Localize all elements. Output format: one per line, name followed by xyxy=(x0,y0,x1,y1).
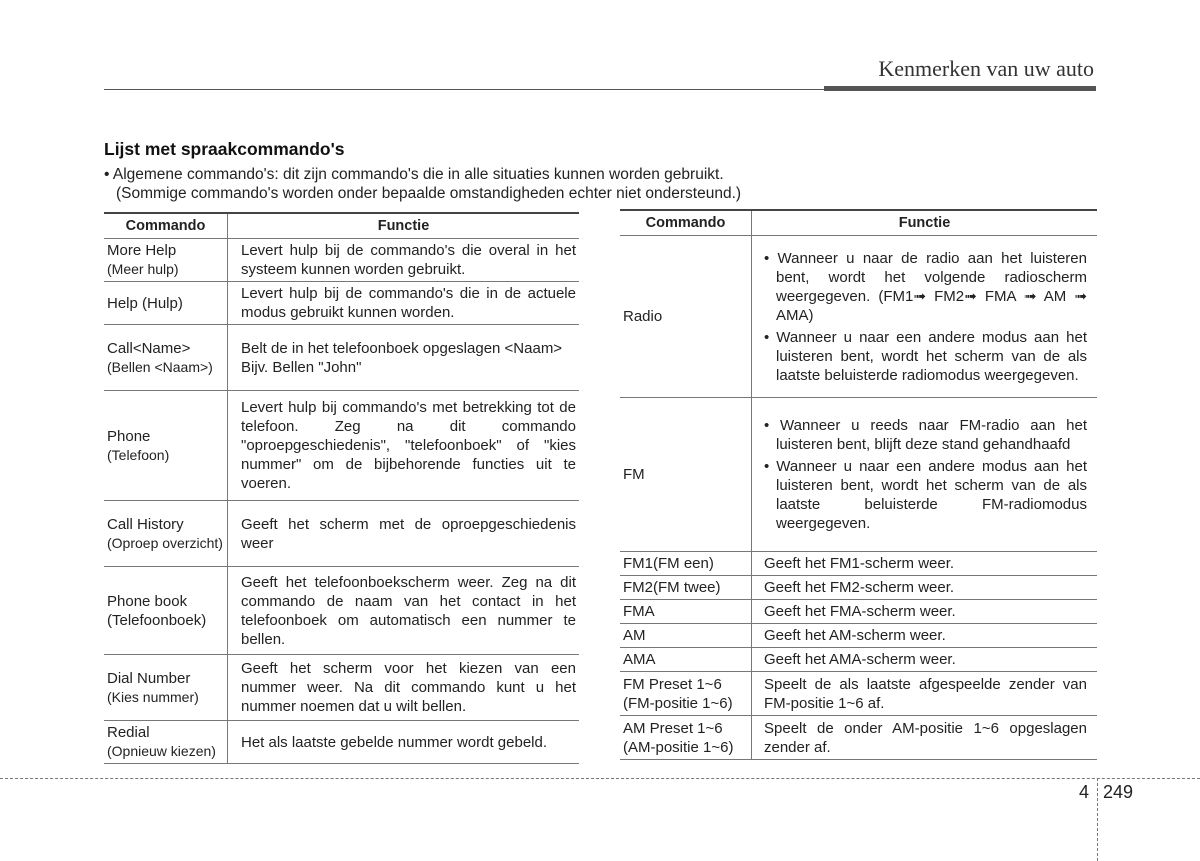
table-row xyxy=(620,716,1097,760)
table-row xyxy=(620,672,1097,716)
command-cell: Radio xyxy=(620,236,752,398)
column-header-command: Commando xyxy=(104,213,228,239)
command-name: Dial Number xyxy=(107,669,191,687)
command-cell xyxy=(104,239,228,282)
function-bullet: • Wanneer u naar een andere modus aan het luisteren bent, wordt het scherm van de als laatste beluisterde radiomodus weergegeven. xyxy=(764,328,1087,384)
command-translation: (Opnieuw kiezen) xyxy=(107,743,216,759)
table-row xyxy=(104,325,579,391)
command-translation: (Telefoonboek) xyxy=(107,611,207,629)
command-cell: AMA xyxy=(620,648,752,672)
function-text: Belt de in het telefoonboek opgeslagen <Naam> xyxy=(241,339,563,357)
table-row xyxy=(620,576,1097,600)
table-row xyxy=(620,648,1097,672)
table-header-row xyxy=(620,210,1097,236)
function-cell: Geeft het FM1-scherm weer. xyxy=(752,552,1098,576)
table-row xyxy=(104,721,579,764)
table-row xyxy=(104,655,579,721)
command-translation: (Bellen <Naam>) xyxy=(107,358,213,375)
function-cell: Geeft het telefoonboekscherm weer. Zeg na dit commando de naam van het contact in het telefoonboek om automatisch een nummer te bellen. xyxy=(228,567,580,655)
general-commands-table xyxy=(104,212,579,764)
command-name: Phone xyxy=(107,427,151,445)
command-cell xyxy=(620,716,752,760)
command-name: Phone book xyxy=(107,592,188,610)
command-cell xyxy=(104,655,228,721)
command-name: More Help xyxy=(107,242,177,259)
function-cell: Speelt de onder AM-positie 1~6 opgeslagen zender af. xyxy=(752,716,1098,760)
column-header-function: Functie xyxy=(752,210,1098,236)
function-example: Bijv. Bellen "John" xyxy=(241,358,362,376)
section-number: 4 xyxy=(1079,782,1090,802)
section-intro xyxy=(104,165,741,203)
command-cell: FM2(FM twee) xyxy=(620,576,752,600)
table-row xyxy=(104,501,579,567)
command-name: Call History xyxy=(107,515,184,533)
intro-line-1: • Algemene commando's: dit zijn commando's die in alle situaties kunnen worden gebruikt. xyxy=(104,166,724,183)
column-header-function: Functie xyxy=(228,213,580,239)
table-row xyxy=(620,236,1097,398)
header-rule-accent xyxy=(824,86,1096,91)
command-name: Call<Name> xyxy=(107,339,191,357)
command-cell xyxy=(104,567,228,655)
function-cell: Levert hulp bij de commando's die in de actuele modus gebruikt kunnen worden. xyxy=(228,282,580,325)
table-header-row xyxy=(104,213,579,239)
table-row xyxy=(104,239,579,282)
command-name: Help (Hulp) xyxy=(107,294,183,312)
command-name: AM Preset 1~6 xyxy=(623,719,723,737)
function-bullet: • Wanneer u naar de radio aan het luisteren bent, wordt het volgende radioscherm weergegeven. (FM1➟ FM2➟ FMA ➟ AM ➟ AMA) xyxy=(764,249,1087,324)
function-cell: Levert hulp bij de commando's die overal in het systeem kunnen worden gebruikt. xyxy=(228,239,580,282)
command-cell xyxy=(620,672,752,716)
function-cell: Geeft het scherm met de oproepgeschiedenis weer xyxy=(228,501,580,567)
table-row xyxy=(620,398,1097,552)
function-cell: Het als laatste gebelde nummer wordt gebeld. xyxy=(228,721,580,764)
command-cell: FM1(FM een) xyxy=(620,552,752,576)
function-cell: Geeft het AM-scherm weer. xyxy=(752,624,1098,648)
command-cell: FMA xyxy=(620,600,752,624)
function-cell: Levert hulp bij commando's met betrekking tot de telefoon. Zeg na dit commando "oproepgeschiedenis", "telefoonboek" of "kies nummer" om de bijbehorende functies uit te voeren. xyxy=(228,391,580,501)
command-cell xyxy=(104,501,228,567)
table-row xyxy=(620,600,1097,624)
table-row xyxy=(104,567,579,655)
function-cell: Geeft het scherm voor het kiezen van een nummer weer. Na dit commando kunt u het nummer noemen dat u wilt bellen. xyxy=(228,655,580,721)
chapter-title: Kenmerken van uw auto xyxy=(878,56,1094,81)
function-cell: Geeft het FM2-scherm weer. xyxy=(752,576,1098,600)
command-translation: (AM-positie 1~6) xyxy=(623,738,734,756)
command-cell xyxy=(104,282,228,325)
section-title: Lijst met spraakcommando's xyxy=(104,139,345,159)
table-row xyxy=(104,391,579,501)
command-cell xyxy=(104,721,228,764)
column-header-command: Commando xyxy=(620,210,752,236)
command-cell: AM xyxy=(620,624,752,648)
function-bullet: • Wanneer u naar een andere modus aan het luisteren bent, wordt het scherm van de als laatste beluisterde FM-radiomodus weergegeven. xyxy=(764,458,1087,532)
command-translation: (FM-positie 1~6) xyxy=(623,694,733,712)
function-bullet: • Wanneer u reeds naar FM-radio aan het luisteren bent, blijft deze stand gehandhaafd xyxy=(764,417,1087,453)
function-cell: Speelt de als laatste afgespeelde zender van FM-positie 1~6 af. xyxy=(752,672,1098,716)
radio-commands-table xyxy=(620,209,1097,760)
table-row xyxy=(620,624,1097,648)
table-row xyxy=(104,282,579,325)
function-cell: Geeft het FMA-scherm weer. xyxy=(752,600,1098,624)
command-translation: (Telefoon) xyxy=(107,446,170,463)
command-name: Redial xyxy=(107,724,150,741)
table-row xyxy=(620,552,1097,576)
function-cell xyxy=(752,236,1098,398)
command-cell xyxy=(104,391,228,501)
page-number-divider xyxy=(1097,778,1098,861)
command-translation: (Kies nummer) xyxy=(107,688,199,705)
function-cell xyxy=(228,325,580,391)
function-cell xyxy=(752,398,1098,552)
command-translation: (Meer hulp) xyxy=(107,261,179,277)
intro-line-2: (Sommige commando's worden onder bepaalde omstandigheden echter niet ondersteund.) xyxy=(116,185,742,202)
header-rule xyxy=(104,89,824,90)
command-name: FM Preset 1~6 xyxy=(623,675,722,693)
command-cell: FM xyxy=(620,398,752,552)
command-cell xyxy=(104,325,228,391)
command-translation: (Oproep overzicht) xyxy=(107,534,223,551)
function-cell: Geeft het AMA-scherm weer. xyxy=(752,648,1098,672)
page-number: 249 xyxy=(1103,782,1134,802)
footer-divider xyxy=(0,778,1200,779)
